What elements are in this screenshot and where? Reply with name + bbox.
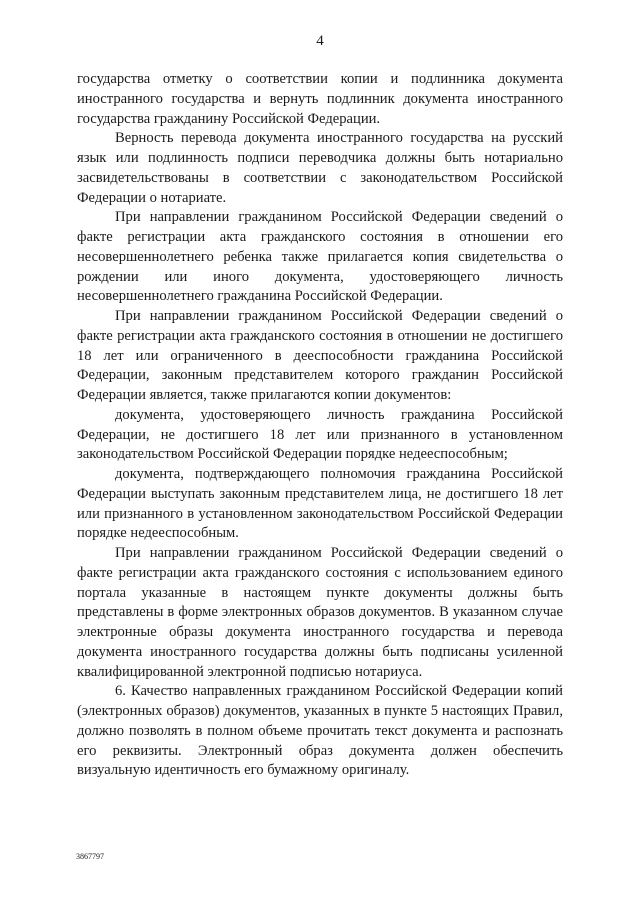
- paragraph-legal-representative: При направлении гражданином Российской Федерации сведений о факте регистрации акта гражданского состояния в отношении не достигшего 18 лет или ограниченного в дееспособности гражданина Российской Федерации, законным представителем которого гражданин Российской Федерации является, также прилагаются копии документов:: [77, 308, 563, 403]
- paragraph-identity-document: документа, удостоверяющего личность гражданина Российской Федерации, не достигшего 18 лет или признанного в установленном законодательством Российской Федерации порядке недееспособным;: [77, 406, 563, 463]
- paragraph-minor-child: При направлении гражданином Российской Федерации сведений о факте регистрации акта гражданского состояния в отношении его несовершеннолетнего ребенка также прилагается копия свидетельства о рождении или иного документа, удостоверяющего личность несовершеннолетнего гражданина Российской Федерации.: [77, 209, 563, 305]
- document-body: [77, 70, 563, 781]
- page-number: 4: [316, 33, 324, 49]
- paragraph-unified-portal: При направлении гражданином Российской Федерации сведений о факте регистрации акта гражданского состояния с использованием единого портала указанные в настоящем пункте документы должны быть представлены в форме электронных образов документов. В указанном случае электронные образы документа иностранного государства и перевода документа иностранного государства должны быть подписаны усиленной квалифицированной электронной подписью нотариуса.: [77, 545, 563, 680]
- paragraph-item-6: 6. Качество направленных гражданином Российской Федерации копий (электронных образов) документов, указанных в пункте 5 настоящих Правил, должно позволять в полном объеме прочитать текст документа и распознать его реквизиты. Электронный образ документа должен обеспечить визуальную идентичность его бумажному оригиналу.: [77, 683, 563, 779]
- paragraph-continuation: государства отметку о соответствии копии и подлинника документа иностранного государства и вернуть подлинник документа иностранного государства гражданину Российской Федерации.: [77, 71, 563, 127]
- paragraph-authority-document: документа, подтверждающего полномочия гражданина Российской Федерации выступать законным представителем лица, не достигшего 18 лет или признанного в установленном законодательством Российской Федерации порядке недееспособным.: [77, 466, 563, 542]
- paragraph-translation-certification: Верность перевода документа иностранного государства на русский язык или подлинность подписи переводчика должны быть нотариально засвидетельствованы в соответствии с законодательством Российской Федерации о нотариате.: [77, 130, 563, 206]
- footer-document-code: 3867797: [76, 852, 104, 861]
